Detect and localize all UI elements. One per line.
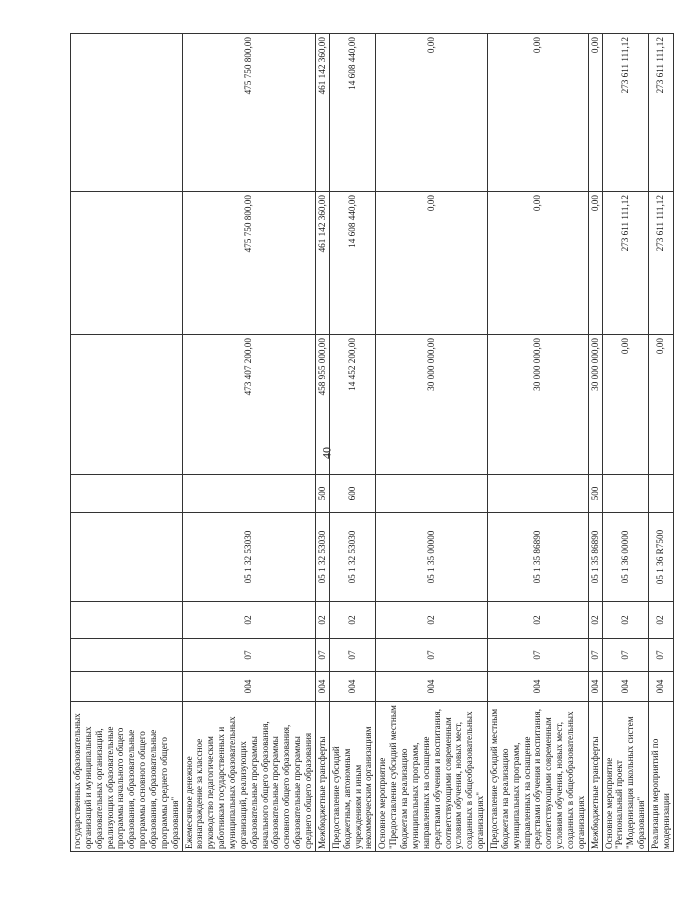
vr-code: 500 xyxy=(588,475,602,513)
vr-code xyxy=(71,475,183,513)
table-row xyxy=(329,34,375,852)
pr-code: 02 xyxy=(648,602,673,639)
csr-code: 05 1 35 00000 xyxy=(376,513,488,602)
csr-code: 05 1 35 86890 xyxy=(487,513,588,602)
table-row xyxy=(588,34,602,852)
csr-code: 05 1 32 53030 xyxy=(182,513,315,602)
pr-code xyxy=(71,602,183,639)
row-name: государственных образовательных организаций и муниципальных образовательных организаций, реализующих образовательные программы начального общего образования, образовательные программы основного общего образования, образовательные программы среднего общего образования" xyxy=(71,702,183,852)
table-row xyxy=(376,34,488,852)
amount-year-3 xyxy=(71,34,183,192)
vr-code xyxy=(182,475,315,513)
amount-year-2: 0,00 xyxy=(487,192,588,335)
row-name: Ежемесячное денежное вознаграждение за классное руководство педагогическим работникам государственных и муниципальных образовательных организаций, реализующих образовательные программы начального общего образования, образовательные программы основного общего образования, образовательные программы среднего общего образования xyxy=(182,702,315,852)
pr-code: 02 xyxy=(487,602,588,639)
rz-code: 07 xyxy=(315,639,329,672)
rotated-page-content xyxy=(70,34,671,852)
row-name: Реализация мероприятий по модернизации xyxy=(648,702,673,852)
table-row xyxy=(71,34,183,852)
amount-year-3: 14 608 440,00 xyxy=(329,34,375,192)
amount-year-2: 475 750 800,00 xyxy=(182,192,315,335)
row-name: Основное мероприятие "Предоставление субсидий местным бюджетам на реализацию муниципальных программ, направленных на оснащение средствами обучения и воспитания, соответствующими современным условиям обучения, новых мест, созданных в общеобразовательных организациях" xyxy=(376,702,488,852)
gr-code: 004 xyxy=(376,672,488,702)
amount-year-3: 0,00 xyxy=(376,34,488,192)
amount-year-1: 0,00 xyxy=(648,335,673,475)
gr-code: 004 xyxy=(648,672,673,702)
amount-year-1: 14 452 200,00 xyxy=(329,335,375,475)
amount-year-1: 30 000 000,00 xyxy=(588,335,602,475)
amount-year-1: 30 000 000,00 xyxy=(376,335,488,475)
csr-code: 05 1 32 53030 xyxy=(329,513,375,602)
row-name: Основное мероприятие "Региональный проект "Модернизация школьных систем образования" xyxy=(602,702,648,852)
csr-code: 05 1 36 R7500 xyxy=(648,513,673,602)
rz-code: 07 xyxy=(376,639,488,672)
gr-code: 004 xyxy=(602,672,648,702)
amount-year-2: 461 142 360,00 xyxy=(315,192,329,335)
amount-year-3: 461 142 360,00 xyxy=(315,34,329,192)
pr-code: 02 xyxy=(602,602,648,639)
row-name: Предоставление субсидий местным бюджетам на реализацию муниципальных программ, направленных на оснащение средствами обучения и воспитания, соответствующими современным условиям обучения, новых мест, созданных в общеобразовательных организациях xyxy=(487,702,588,852)
gr-code xyxy=(71,672,183,702)
amount-year-2: 0,00 xyxy=(588,192,602,335)
pr-code: 02 xyxy=(329,602,375,639)
amount-year-2: 14 608 440,00 xyxy=(329,192,375,335)
csr-code: 05 1 35 86890 xyxy=(588,513,602,602)
csr-code xyxy=(71,513,183,602)
vr-code: 600 xyxy=(329,475,375,513)
rz-code: 07 xyxy=(648,639,673,672)
rz-code: 07 xyxy=(329,639,375,672)
budget-table xyxy=(70,33,674,852)
table-row xyxy=(487,34,588,852)
amount-year-1: 473 407 200,00 xyxy=(182,335,315,475)
pr-code: 02 xyxy=(182,602,315,639)
table-row xyxy=(315,34,329,852)
amount-year-1: 0,00 xyxy=(602,335,648,475)
vr-code: 500 xyxy=(315,475,329,513)
vr-code xyxy=(487,475,588,513)
row-name: Предоставление субсидий бюджетным, автономным учреждениям и иным некоммерческим организациям xyxy=(329,702,375,852)
amount-year-1 xyxy=(71,335,183,475)
rz-code: 07 xyxy=(182,639,315,672)
table-row xyxy=(182,34,315,852)
row-name: Межбюджетные трансферты xyxy=(315,702,329,852)
page-number: 40 xyxy=(319,447,334,459)
table-row xyxy=(648,34,673,852)
pr-code: 02 xyxy=(588,602,602,639)
amount-year-3: 273 611 111,12 xyxy=(648,34,673,192)
rz-code: 07 xyxy=(588,639,602,672)
amount-year-2: 273 611 111,12 xyxy=(602,192,648,335)
pr-code: 02 xyxy=(376,602,488,639)
amount-year-3: 0,00 xyxy=(588,34,602,192)
amount-year-2: 273 611 111,12 xyxy=(648,192,673,335)
gr-code: 004 xyxy=(315,672,329,702)
pr-code: 02 xyxy=(315,602,329,639)
row-name: Межбюджетные трансферты xyxy=(588,702,602,852)
amount-year-3: 0,00 xyxy=(487,34,588,192)
amount-year-1: 458 955 000,00 xyxy=(315,335,329,475)
amount-year-1: 30 000 000,00 xyxy=(487,335,588,475)
vr-code xyxy=(648,475,673,513)
vr-code xyxy=(602,475,648,513)
csr-code: 05 1 32 53030 xyxy=(315,513,329,602)
amount-year-3: 273 611 111,12 xyxy=(602,34,648,192)
csr-code: 05 1 36 00000 xyxy=(602,513,648,602)
gr-code: 004 xyxy=(588,672,602,702)
rz-code: 07 xyxy=(487,639,588,672)
rz-code: 07 xyxy=(602,639,648,672)
table-row xyxy=(602,34,648,852)
rz-code xyxy=(71,639,183,672)
gr-code: 004 xyxy=(487,672,588,702)
amount-year-2: 0,00 xyxy=(376,192,488,335)
amount-year-2 xyxy=(71,192,183,335)
vr-code xyxy=(376,475,488,513)
gr-code: 004 xyxy=(329,672,375,702)
gr-code: 004 xyxy=(182,672,315,702)
amount-year-3: 475 750 800,00 xyxy=(182,34,315,192)
